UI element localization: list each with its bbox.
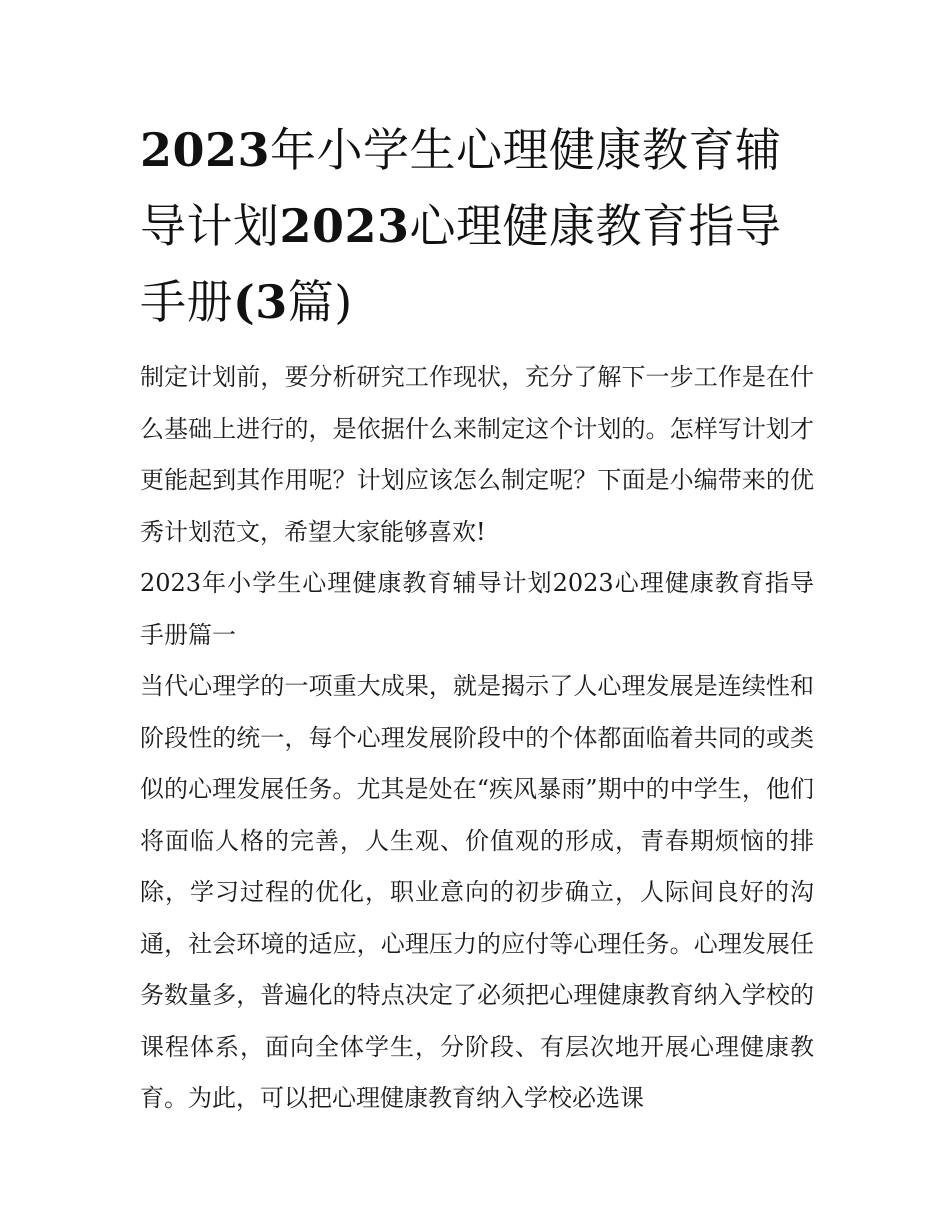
body-paragraph: 当代心理学的一项重大成果，就是揭示了人心理发展是连续性和阶段性的统一，每个心理发展阶段中的个体都面临着共同的或类似的心理发展任务。尤其是处在“疾风暴雨”期中的中学生，他们将面临人格的完善，人生观、价值观的形成，青春期烦恼的排除，学习过程的优化，职业意向的初步确立，人际间良好的沟通，社会环境的适应，心理压力的应付等心理任务。心理发展任务数量多，普遍化的特点决定了必须把心理健康教育纳入学校的课程体系，面向全体学生，分阶段、有层次地开展心理健康教育。为此，可以把心理健康教育纳入学校必选课 bbox=[140, 672, 814, 1112]
title-text-1: 年小学生心理健康教育辅导计划 bbox=[140, 123, 782, 253]
title-count: (3 bbox=[233, 275, 288, 329]
document-content bbox=[140, 112, 814, 1125]
title-year-1: 2023 bbox=[140, 123, 271, 177]
intro-paragraph: 制定计划前，要分析研究工作现状，充分了解下一步工作是在什么基础上进行的，是依据什么来制定这个计划的。怎样写计划才更能起到其作用呢？计划应该怎么制定呢？下面是小编带来的优秀计划范文，希望大家能够喜欢! bbox=[140, 363, 814, 546]
title-year-2: 2023 bbox=[279, 199, 410, 253]
title-text-2: 心理健康教育指导手册 bbox=[140, 199, 782, 329]
section-heading: 2023年小学生心理健康教育辅导计划2023心理健康教育指导手册篇一 bbox=[140, 569, 814, 649]
document-title bbox=[140, 112, 814, 340]
title-text-3: 篇) bbox=[287, 275, 353, 329]
